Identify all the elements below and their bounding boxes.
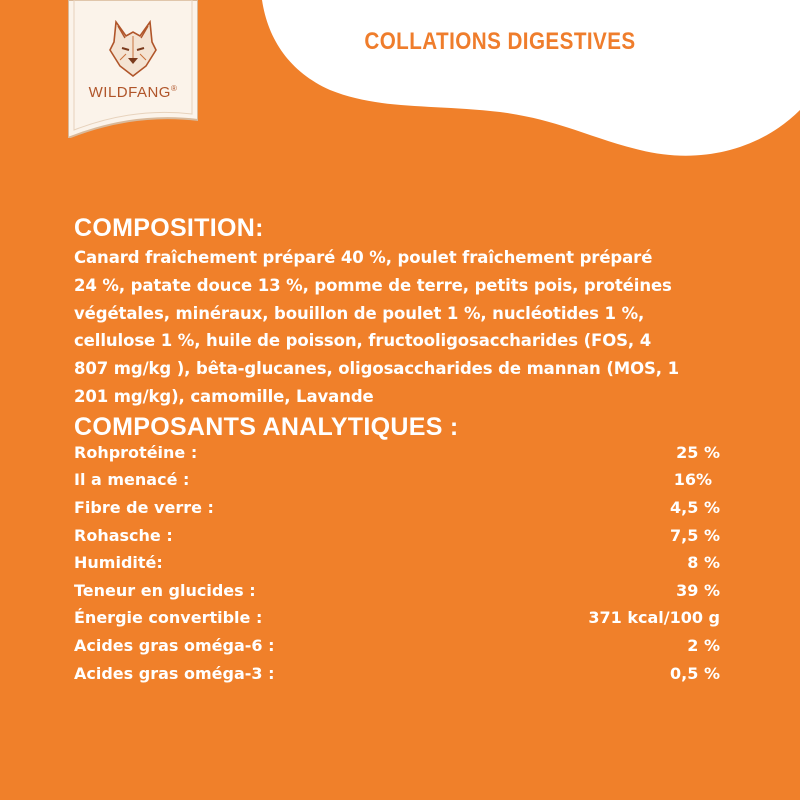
composition-text — [74, 244, 734, 411]
analytics-label: Rohasche : — [74, 525, 173, 545]
composition-line: 201 mg/kg), camomille, Lavande — [74, 386, 374, 406]
composition-line: végétales, minéraux, bouillon de poulet 1 %, nucléotides 1 %, — [74, 303, 645, 323]
analytics-label: Fibre de verre : — [74, 497, 214, 517]
analytics-row — [74, 470, 720, 498]
analytics-label: Teneur en glucides : — [74, 580, 256, 600]
analytics-row — [74, 581, 720, 609]
analytics-row — [74, 636, 720, 664]
analytics-value: 0,5 % — [670, 663, 720, 683]
composition-line: cellulose 1 %, huile de poisson, fructooligosaccharides (FOS, 4 — [74, 331, 652, 351]
analytics-heading: COMPOSANTS ANALYTIQUES : — [74, 412, 459, 441]
analytics-row — [74, 608, 720, 636]
analytics-row — [74, 498, 720, 526]
analytics-table — [74, 443, 734, 691]
analytics-row — [74, 526, 720, 554]
page-title: COLLATIONS DIGESTIVES — [364, 28, 636, 55]
analytics-value: 2 % — [687, 635, 720, 655]
analytics-row — [74, 553, 720, 581]
analytics-value: 4,5 % — [670, 497, 720, 517]
analytics-label: Rohprotéine : — [74, 442, 198, 462]
content-area — [74, 212, 734, 691]
analytics-row — [74, 664, 720, 692]
composition-line: 807 mg/kg ), bêta-glucanes, oligosaccharides de mannan (MOS, 1 — [74, 359, 679, 379]
analytics-label: Énergie convertible : — [74, 608, 263, 628]
analytics-row — [74, 443, 720, 471]
composition-line: Canard fraîchement préparé 40 %, poulet fraîchement préparé — [74, 248, 653, 267]
brand-name: WILDFANG® — [88, 84, 178, 101]
analytics-value: 16% — [673, 470, 712, 490]
analytics-label: Il a menacé : — [74, 470, 190, 490]
analytics-value: 8 % — [687, 553, 720, 573]
wolf-head-icon — [108, 20, 158, 78]
analytics-value: 25 % — [676, 442, 720, 462]
composition-heading: COMPOSITION: — [74, 214, 264, 242]
composition-line: 24 %, patate douce 13 %, pomme de terre, petits pois, protéines — [74, 275, 672, 295]
analytics-label: Acides gras oméga-3 : — [74, 663, 275, 683]
analytics-value: 7,5 % — [670, 525, 720, 545]
analytics-label: Humidité: — [74, 553, 163, 573]
analytics-label: Acides gras oméga-6 : — [74, 635, 275, 655]
analytics-value: 39 % — [676, 580, 720, 600]
analytics-value: 371 kcal/100 g — [588, 608, 720, 628]
